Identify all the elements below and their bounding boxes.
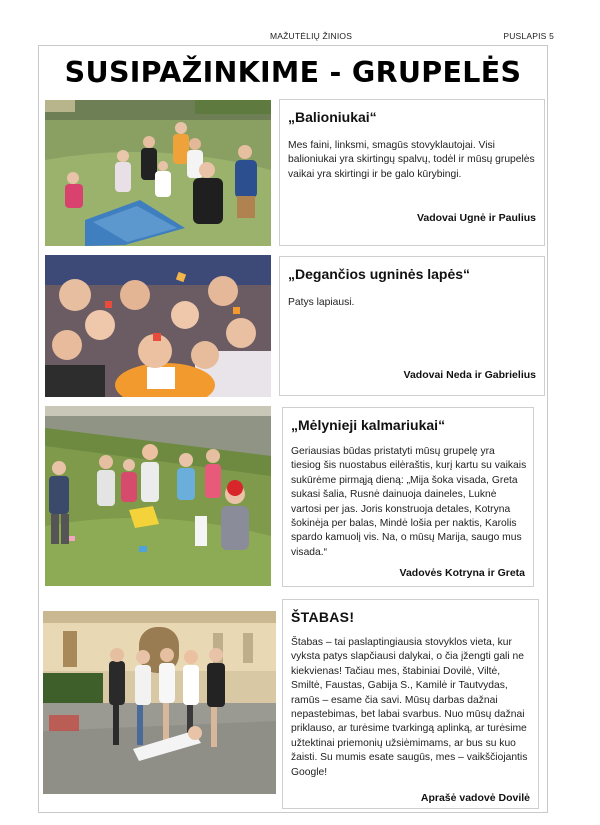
- group-signature: Vadovės Kotryna ir Greta: [399, 567, 525, 579]
- group-signature: Vadovai Ugnė ir Paulius: [416, 212, 536, 224]
- group-photo-lapes: [45, 255, 271, 397]
- group-description: Patys lapiausi.: [288, 297, 355, 308]
- group-photo-kalmariukai: [45, 406, 271, 586]
- group-signature: Aprašė vadovė Dovilė: [420, 792, 530, 804]
- group-description: Geriausias būdas pristatyti mūsų grupelę yra tiesiog šis nuostabus eilėraštis, kurį kartu su vaikais sukūrėme pirmąją dieną: „Mija šoka visada, Greta sukasi šalia, Rusnė dainuoja daineles, Luknė vartosi per jas. Joris konstruoja detales, Kotryna šokinėja per balas, Mindė lošia per naktis, Karolis spardo kamuolį vis. Na, o mūsų Marija, saugo mus visada.“: [291, 446, 527, 558]
- group-signature: Vadovai Neda ir Gabrielius: [403, 369, 536, 381]
- group-description: Mes faini, linksmi, smagūs stovyklautojai. Visi balioniukai yra skirtingų spalvų, todėl ir mūsų grupelės vaikai yra skirtingi ir be galo kūrybingi.: [288, 140, 535, 180]
- page-title: SUSIPAŽINKIME - GRUPELĖS: [64, 56, 522, 89]
- group-card-kalmariukai: [282, 407, 534, 587]
- group-title: „Mėlynieji kalmariukai“: [291, 417, 446, 433]
- group-description: Štabas – tai paslaptingiausia stovyklos vieta, kur vyksta patys slapčiausi dalykai, o čia įžengti gali ne kiekvienas! Tačiau mes, štabiniai Dovilė, Viltė, Smiltė, Faustas, Gabija S., Kamilė ir Tautvydas, ramūs – esame čia savi. Mūsų darbas dažnai nepastebimas, bet labai svarbus. Nuo mūsų dažnai priklauso, ar turėsime tvarkingą aplinką, ar turėsime užtektinai priemonių užsiėmimams, ar bus su kuo žaisti. Su mumis esate saugūs, mes – vaikščiojantis Google!: [291, 637, 528, 778]
- group-title: „Degančios ugninės lapės“: [288, 266, 471, 282]
- group-title: „Balioniukai“: [288, 109, 377, 125]
- group-card-stabas: [282, 599, 539, 809]
- newsletter-name: MAŽUTĖLIŲ ŽINIOS: [270, 31, 353, 41]
- page-number: PUSLAPIS 5: [503, 31, 554, 41]
- group-card-lapes: [279, 256, 545, 396]
- group-photo-balioniukai: [45, 100, 271, 246]
- group-card-balioniukai: [279, 99, 545, 246]
- group-photo-stabas: [43, 611, 276, 794]
- group-title: ŠTABAS!: [291, 609, 355, 625]
